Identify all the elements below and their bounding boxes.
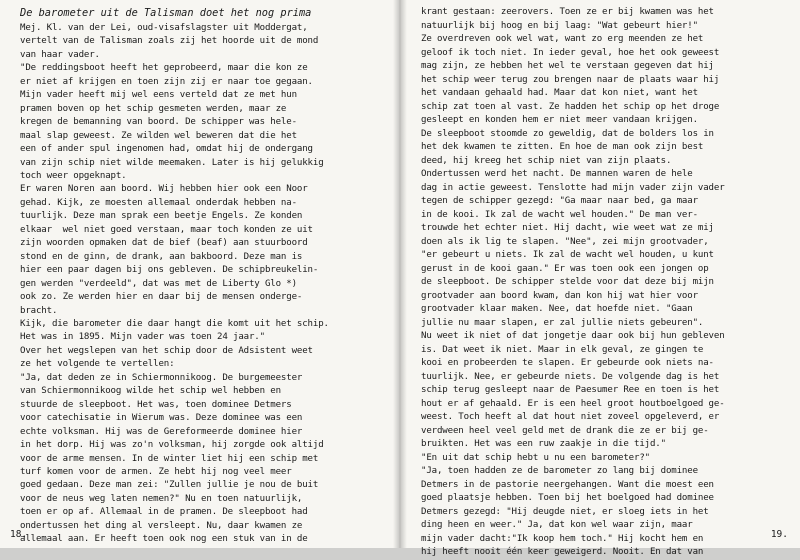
text-line: Detmers gezegd: "Hij deugde niet, er sloeg iets in het xyxy=(421,506,709,517)
text-line: ook zo. Ze werden hier en daar bij de mensen onderge- xyxy=(20,292,303,303)
text-line: "Ja, toen hadden ze de barometer zo lang bij dominee xyxy=(421,466,698,476)
text-line: ondertussen het ding al versleept. Nu, daar kwamen ze xyxy=(20,520,303,531)
text-line: er niet af krijgen en toen zijn zij er naar toe gegaan. xyxy=(20,76,313,87)
text-line: echte volksman. Hij was de Gereformeerde dominee hier xyxy=(20,426,303,437)
text-line: trouwde het echter niet. Hij dacht, wie weet wat ze mij xyxy=(421,223,714,233)
right-page xyxy=(399,0,800,557)
text-line: voor de arme mensen. In de winter liet hij een schip met xyxy=(20,453,319,464)
text-line: vertelt van de Talisman zoals zij het hoorde uit de mond xyxy=(20,36,319,47)
text-line: Nu weet ik niet of dat jongetje daar ook bij hun gebleven xyxy=(421,331,725,341)
text-line: Het was in 1895. Mijn vader was toen 24 jaar." xyxy=(20,332,265,343)
text-line: elkaar wel niet goed verstaan, maar toch konden ze uit xyxy=(20,224,313,235)
text-line: dag in actie geweest. Tenslotte had mijn vader zijn vader xyxy=(421,182,725,193)
text-line: goed plaatsje hebben. Toen bij het boelgoed had dominee xyxy=(421,493,714,503)
text-line: voor catechisatie in Wierum was. Deze dominee was een xyxy=(20,413,303,424)
text-line: pramen boven op het schip gesmeten werden, maar ze xyxy=(20,103,287,114)
text-line: schip zat toen al vast. Ze hadden het schip op het droge xyxy=(421,101,720,112)
text-line: "De reddingsboot heeft het geprobeerd, maar die kon ze xyxy=(20,63,308,74)
text-line: "er gebeurt u niets. Ik zal de wacht wel houden, u kunt xyxy=(421,250,714,260)
text-line: mijn vader dacht:"Ik koop hem toch." Hij kocht hem en xyxy=(421,533,704,544)
article-heading: De barometer uit de Talisman doet het nog prima xyxy=(20,7,312,19)
text-line: Ze overdreven ook wel wat, want zo erg meenden ze het xyxy=(421,34,704,44)
text-line: tuurlijk. Nee, er gebeurde niets. De volgende dag is het xyxy=(421,371,720,382)
text-line: van haar vader. xyxy=(20,49,100,60)
text-line: Kijk, die barometer die daar hangt die komt uit het schip. xyxy=(20,318,329,329)
text-line: kooi en probeerden te slapen. Er gebeurde ook niets na- xyxy=(421,358,714,368)
text-line: zijn woorden opmaken dat de bief (beaf) aan stuurboord xyxy=(20,238,308,249)
text-line: Er waren Noren aan boord. Wij hebben hier ook een Noor xyxy=(20,184,308,195)
right-page-body xyxy=(421,6,792,560)
text-line: toen er op af. Allemaal in de pramen. De sleepboot had xyxy=(20,507,308,518)
text-line: tuurlijk. Deze man sprak een beetje Engels. Ze konden xyxy=(20,211,303,222)
text-line: toch weer opgeknapt. xyxy=(20,170,127,181)
text-line: geloof ik toch niet. In ieder geval, hoe het ook geweest xyxy=(421,47,720,58)
text-line: Detmers in de pastorie neergehangen. Want die moest een xyxy=(421,479,714,490)
text-line: mag zijn, ze hebben het wel te verstaan gegeven dat hij xyxy=(421,61,714,71)
text-line: tegen de schipper gezegd: "Ga maar naar bed, ga maar xyxy=(421,196,698,206)
text-line: Mej. Kl. van der Lei, oud-visafslagster uit Moddergat, xyxy=(20,23,308,33)
text-line: verdween heel veel geld met de drank die ze er bij ge- xyxy=(421,425,709,436)
text-line: gerust in de kooi gaan." Er was toen ook een jongen op xyxy=(421,263,709,274)
text-line: doen als ik lig te slapen. "Nee", zei mijn grootvader, xyxy=(421,236,709,247)
text-line: in de kooi. Ik zal de wacht wel houden." De man ver- xyxy=(421,209,698,220)
text-line: Mijn vader heeft mij wel eens verteld dat ze met hun xyxy=(20,90,297,101)
text-line: ze het volgende te vertellen: xyxy=(20,359,175,370)
page-number-left: 18. xyxy=(10,529,28,540)
text-line: Ondertussen werd het nacht. De mannen waren de hele xyxy=(421,169,693,179)
text-line: is. Dat weet ik niet. Maar in elk geval, ze gingen te xyxy=(421,344,704,355)
text-line: turf komen voor de armen. Ze hebt hij nog veel meer xyxy=(20,466,292,477)
text-line: de sleepboot. De schipper stelde voor dat deze bij mijn xyxy=(421,277,714,287)
text-line: gen werden "verdeeld", dat was met de Liberty Glo *) xyxy=(20,278,297,289)
text-line: goed gedaan. Deze man zei: "Zullen jullie je nou de buit xyxy=(20,480,319,491)
text-line: voor de neus weg laten nemen?" Nu en toen natuurlijk, xyxy=(20,493,303,504)
text-line: weest. Toch heeft al dat hout niet zoveel opgeleverd, er xyxy=(421,412,720,422)
text-line: het dek kwamen te zitten. En hoe de man ook zijn best xyxy=(421,142,704,152)
text-line: gesleept en konden hem er niet meer vandaan krijgen. xyxy=(421,115,698,125)
left-page-body xyxy=(20,22,391,547)
text-line: van zijn schip niet wilde meemaken. Later is hij gelukkig xyxy=(20,157,324,168)
text-line: De sleepboot stoomde zo geweldig, dat de bolders los in xyxy=(421,128,714,139)
text-line: deed, hij kreeg het schip niet van zijn plaats. xyxy=(421,155,672,166)
text-line: grootvader aan boord kwam, dan kon hij wat hier voor xyxy=(421,290,698,301)
text-line: ding heen en weer." Ja, dat kon wel waar zijn, maar xyxy=(421,520,693,530)
text-line: kregen de bemanning van boord. De schipper was hele- xyxy=(20,117,297,128)
text-line: het vandaan gehaald had. Maar dat kon niet, want het xyxy=(421,88,698,98)
text-line: grootvader klaar maken. Nee, dat hoefde niet. "Gaan xyxy=(421,304,693,314)
text-line: bracht. xyxy=(20,305,58,316)
text-line: jullie nu maar slapen, er zal jullie niets gebeuren". xyxy=(421,317,704,328)
text-line: krant gestaan: zeerovers. Toen ze er bij kwamen was het xyxy=(421,7,714,17)
text-line: stond en de ginn, de drank, aan bakboord. Deze man is xyxy=(20,251,303,262)
text-line: natuurlijk bij hoog en bij laag: "Wat gebeurt hier!" xyxy=(421,20,698,31)
text-line: "En uit dat schip hebt u nu een barometer?" xyxy=(421,452,650,463)
text-line: in het dorp. Hij was zo'n volksman, hij zorgde ook altijd xyxy=(20,440,324,451)
text-line: schip terug gesleept naar de Paesumer Ree en toen is het xyxy=(421,385,720,395)
text-line: hout er af gehaald. Er is een heel groot houtboelgoed ge- xyxy=(421,398,725,409)
text-line: Over het wegslepen van het schip door de Adsistent weet xyxy=(20,345,313,356)
text-line: hier een paar dagen bij ons gebleven. De schipbreukelin- xyxy=(20,265,319,276)
text-line: een of ander spul ingenomen had, omdat hij de ondergang xyxy=(20,144,313,155)
text-line: "Ja, dat deden ze in Schiermonnikoog. De burgemeester xyxy=(20,372,303,383)
text-line: van Schiermonnikoog wilde het schip wel hebben en xyxy=(20,386,281,397)
left-page xyxy=(0,0,399,548)
page-number-right: 19. xyxy=(770,529,788,540)
text-line: stuurde de sleepboot. Het was, toen dominee Detmers xyxy=(20,399,292,410)
text-line: bruikten. Het was een ruw zaakje in die tijd." xyxy=(421,439,666,449)
text-line: allemaal aan. Er heeft toen ook nog een stuk van in de xyxy=(20,534,308,545)
text-line: maal slap geweest. Ze wilden wel beweren dat die het xyxy=(20,130,297,141)
text-line: gehad. Kijk, ze moesten allemaal onderdak hebben na- xyxy=(20,197,297,208)
text-line: hij heeft nooit één keer geweigerd. Nooit. En dat van xyxy=(421,547,704,557)
text-line: het schip weer terug zou brengen naar de plaats waar hij xyxy=(421,74,720,85)
